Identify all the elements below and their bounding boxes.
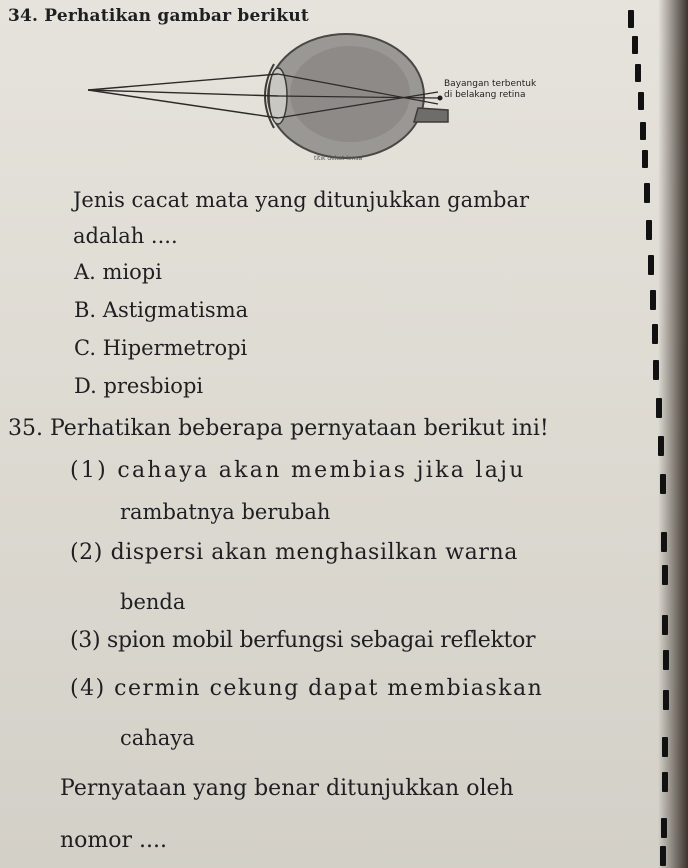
edge-mark: [628, 10, 634, 28]
binding-marks: [578, 0, 688, 868]
annotation-line2: di belakang retina: [444, 90, 526, 100]
focus-point: [438, 96, 443, 101]
q34-option-d[interactable]: [74, 374, 203, 398]
option-letter: D.: [74, 374, 97, 398]
eye-interior: [290, 46, 410, 142]
optic-nerve-shape: [414, 108, 448, 122]
edge-mark: [656, 398, 662, 418]
edge-mark: [662, 772, 668, 792]
edge-mark: [658, 436, 664, 456]
option-letter: B.: [74, 298, 97, 322]
q35-statement-4: [70, 676, 543, 701]
statement-text: dispersi akan menghasilkan warna: [110, 540, 518, 565]
q34-option-b[interactable]: [74, 298, 248, 322]
option-text: Astigmatisma: [102, 298, 249, 322]
edge-mark: [660, 846, 666, 866]
light-ray: [88, 90, 278, 96]
edge-mark: [632, 36, 638, 54]
q35-statement-1-cont: rambatnya berubah: [120, 500, 331, 524]
q35-statement-4-cont: cahaya: [120, 726, 195, 750]
q34-question-line1: Jenis cacat mata yang ditunjukkan gambar: [73, 188, 530, 212]
q35-statement-2-cont: benda: [120, 590, 186, 614]
edge-mark: [661, 818, 667, 838]
light-ray: [88, 90, 278, 118]
option-letter: A.: [74, 260, 96, 284]
edge-mark: [662, 565, 668, 585]
option-text: miopi: [102, 260, 162, 284]
light-ray: [88, 74, 278, 90]
edge-mark: [644, 183, 650, 203]
q34-title: 34. Perhatikan gambar berikut: [8, 6, 309, 26]
statement-text: cermin cekung dapat membiaskan: [114, 676, 544, 701]
edge-mark: [646, 220, 652, 240]
statement-number: (4): [70, 676, 106, 701]
statement-number: (2): [70, 540, 103, 565]
edge-mark: [663, 690, 669, 710]
edge-mark: [662, 737, 668, 757]
edge-mark: [661, 532, 667, 552]
statement-number: (1): [70, 458, 109, 483]
q35-statement-3: [70, 628, 535, 653]
q35-title: 35. Perhatikan beberapa pernyataan berikut ini!: [8, 416, 549, 441]
eye-diagram: [88, 30, 588, 170]
edge-mark: [660, 474, 666, 494]
edge-mark: [652, 324, 658, 344]
edge-mark: [638, 92, 644, 110]
diagram-caption: titik dekat lensa: [314, 155, 363, 162]
q34-question-line2: adalah ....: [73, 224, 178, 248]
statement-text: cahaya akan membias jika laju: [117, 458, 526, 483]
q34-option-a[interactable]: [74, 260, 162, 284]
edge-mark: [663, 650, 669, 670]
option-letter: C.: [74, 336, 96, 360]
edge-mark: [635, 64, 641, 82]
q35-question-line1: Pernyataan yang benar ditunjukkan oleh: [60, 776, 514, 801]
edge-mark: [650, 290, 656, 310]
statement-text: spion mobil berfungsi sebagai reflektor: [106, 628, 536, 653]
edge-mark: [653, 360, 659, 380]
q34-option-c[interactable]: [74, 336, 247, 360]
q35-question-line2: nomor ....: [60, 828, 168, 853]
statement-number: (3): [70, 628, 101, 653]
annotation-line1: Bayangan terbentuk: [444, 79, 537, 89]
option-text: Hipermetropi: [102, 336, 248, 360]
q35-statement-1: [70, 458, 526, 483]
option-text: presbiopi: [103, 374, 204, 398]
edge-mark: [642, 150, 648, 168]
edge-mark: [662, 615, 668, 635]
q35-statement-2: [70, 540, 518, 565]
edge-mark: [640, 122, 646, 140]
edge-mark: [648, 255, 654, 275]
